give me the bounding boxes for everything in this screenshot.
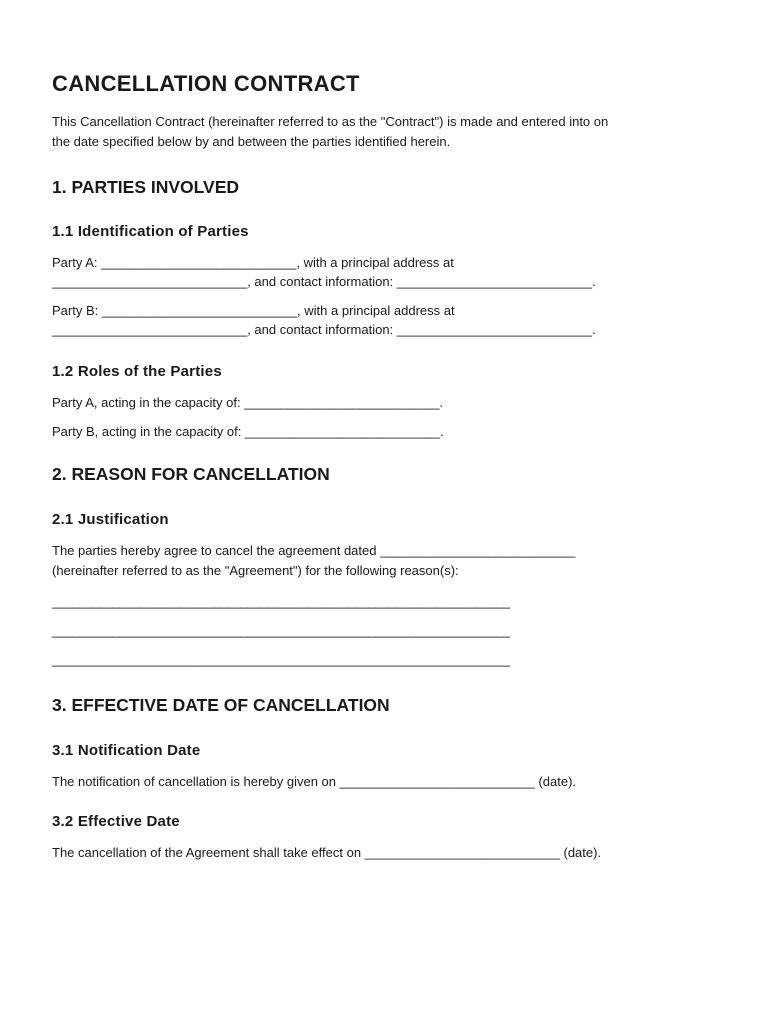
justification-line-2: (hereinafter referred to as the "Agreement") for the following reason(s): bbox=[52, 563, 459, 578]
section-3-2-heading: 3.2 Effective Date bbox=[52, 813, 180, 830]
party-a-line-1: Party A: ___________________________, with a principal address at bbox=[52, 255, 454, 270]
reason-blank-1: ____________________________________________________________________ bbox=[52, 594, 510, 609]
party-a-line-2: ___________________________, and contact information: ___________________________. bbox=[52, 274, 596, 289]
notification-date-text: The notification of cancellation is hereby given on ___________________________ (date). bbox=[52, 774, 577, 789]
section-1-1-heading: 1.1 Identification of Parties bbox=[52, 223, 249, 240]
section-2-1-heading: 2.1 Justification bbox=[52, 511, 169, 528]
section-1-2-heading: 1.2 Roles of the Parties bbox=[52, 363, 222, 380]
document-page bbox=[52, 70, 732, 863]
justification-line-1: The parties hereby agree to cancel the agreement dated ___________________________ bbox=[52, 543, 576, 558]
party-b-line-2: ___________________________, and contact information: ___________________________. bbox=[52, 322, 596, 337]
section-3-heading: 3. EFFECTIVE DATE OF CANCELLATION bbox=[52, 695, 390, 715]
reason-blank-2: ____________________________________________________________________ bbox=[52, 623, 510, 638]
party-b-role: Party B, acting in the capacity of: ___________________________. bbox=[52, 424, 444, 439]
party-a-role: Party A, acting in the capacity of: ___________________________. bbox=[52, 395, 444, 410]
section-1-heading: 1. PARTIES INVOLVED bbox=[52, 177, 240, 197]
effective-date-text: The cancellation of the Agreement shall take effect on ___________________________ (date). bbox=[52, 845, 602, 860]
section-2-heading: 2. REASON FOR CANCELLATION bbox=[52, 464, 330, 484]
party-b-line-1: Party B: ___________________________, with a principal address at bbox=[52, 303, 455, 318]
document-title: CANCELLATION CONTRACT bbox=[52, 71, 360, 96]
intro-line-2: the date specified below by and between the parties identified herein. bbox=[52, 134, 451, 149]
intro-line-1: This Cancellation Contract (hereinafter referred to as the "Contract") is made and entered into on bbox=[52, 114, 609, 129]
section-3-1-heading: 3.1 Notification Date bbox=[52, 742, 201, 759]
reason-blank-3: ____________________________________________________________________ bbox=[52, 652, 510, 667]
